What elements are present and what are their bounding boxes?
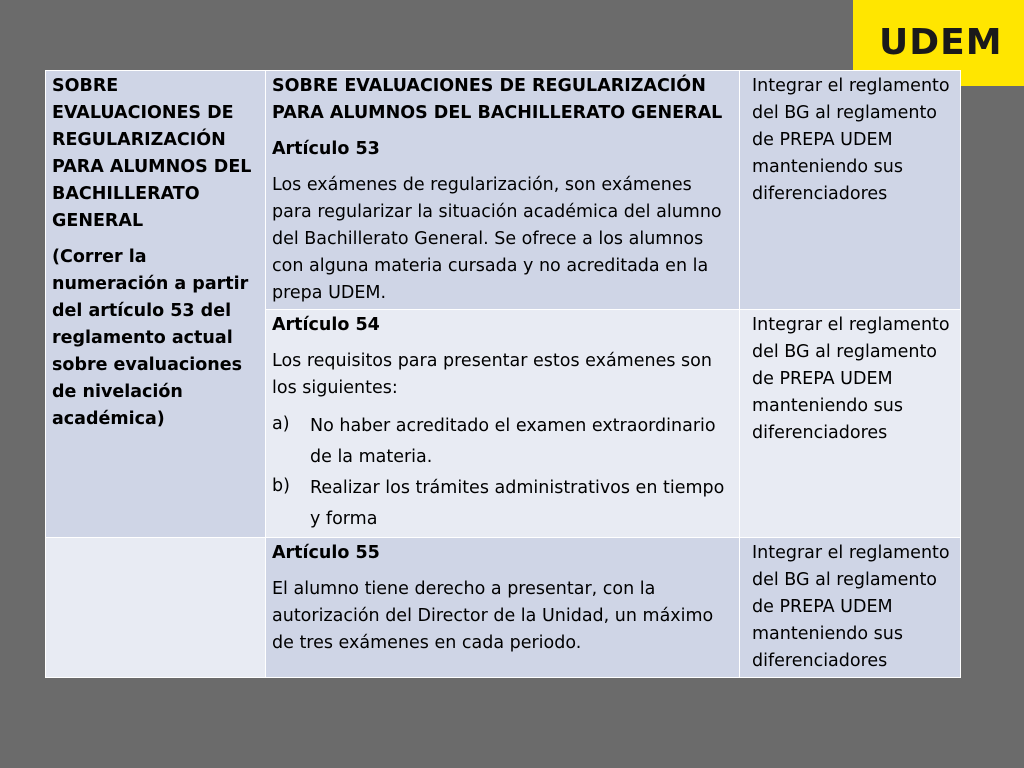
comment-text: Integrar el reglamento del BG al reglamento de PREPA UDEM manteniendo sus diferenciadores <box>752 76 950 204</box>
article-text: Los requisitos para presentar estos exámenes son los siguientes: <box>272 351 712 398</box>
article-cell <box>266 71 740 310</box>
comment-cell <box>740 310 961 538</box>
list-item <box>272 411 733 473</box>
article-cell <box>266 310 740 538</box>
comment-cell <box>740 71 961 310</box>
section-heading: SOBRE EVALUACIONES DE REGULARIZACIÓN PARA ALUMNOS DEL BACHILLERATO GENERAL <box>52 76 252 231</box>
article-title: Artículo 54 <box>272 315 380 335</box>
comment-cell <box>740 538 961 678</box>
article-cell <box>266 538 740 678</box>
section-cell <box>46 71 266 538</box>
list-item <box>272 473 733 535</box>
list-marker: a) <box>272 414 290 434</box>
section-note: (Correr la numeración a partir del artículo 53 del reglamento actual sobre evaluaciones de nivelación académica) <box>52 247 249 429</box>
article-text: Los exámenes de regularización, son exámenes para regularizar la situación académica del alumno del Bachillerato General. Se ofrece a los alumnos con alguna materia cursada y no acreditada en la prepa UDEM. <box>272 175 722 303</box>
list-text: No haber acreditado el examen extraordinario de la materia. <box>310 416 716 467</box>
table-row <box>46 71 961 310</box>
empty-cell <box>46 538 266 678</box>
article-title: Artículo 53 <box>272 139 380 159</box>
comment-text: Integrar el reglamento del BG al reglamento de PREPA UDEM manteniendo sus diferenciadores <box>752 315 950 443</box>
article-title: Artículo 55 <box>272 543 380 563</box>
list-text: Realizar los trámites administrativos en tiempo y forma <box>310 478 725 529</box>
article-text: El alumno tiene derecho a presentar, con la autorización del Director de la Unidad, un máximo de tres exámenes en cada periodo. <box>272 579 714 653</box>
comment-text: Integrar el reglamento del BG al reglamento de PREPA UDEM manteniendo sus diferenciadores <box>752 543 950 671</box>
article-heading: SOBRE EVALUACIONES DE REGULARIZACIÓN PARA ALUMNOS DEL BACHILLERATO GENERAL <box>272 76 723 123</box>
list-marker: b) <box>272 476 290 496</box>
table-row <box>46 538 961 678</box>
regulation-table <box>45 70 961 678</box>
udem-logo: UDEM <box>879 22 1003 63</box>
